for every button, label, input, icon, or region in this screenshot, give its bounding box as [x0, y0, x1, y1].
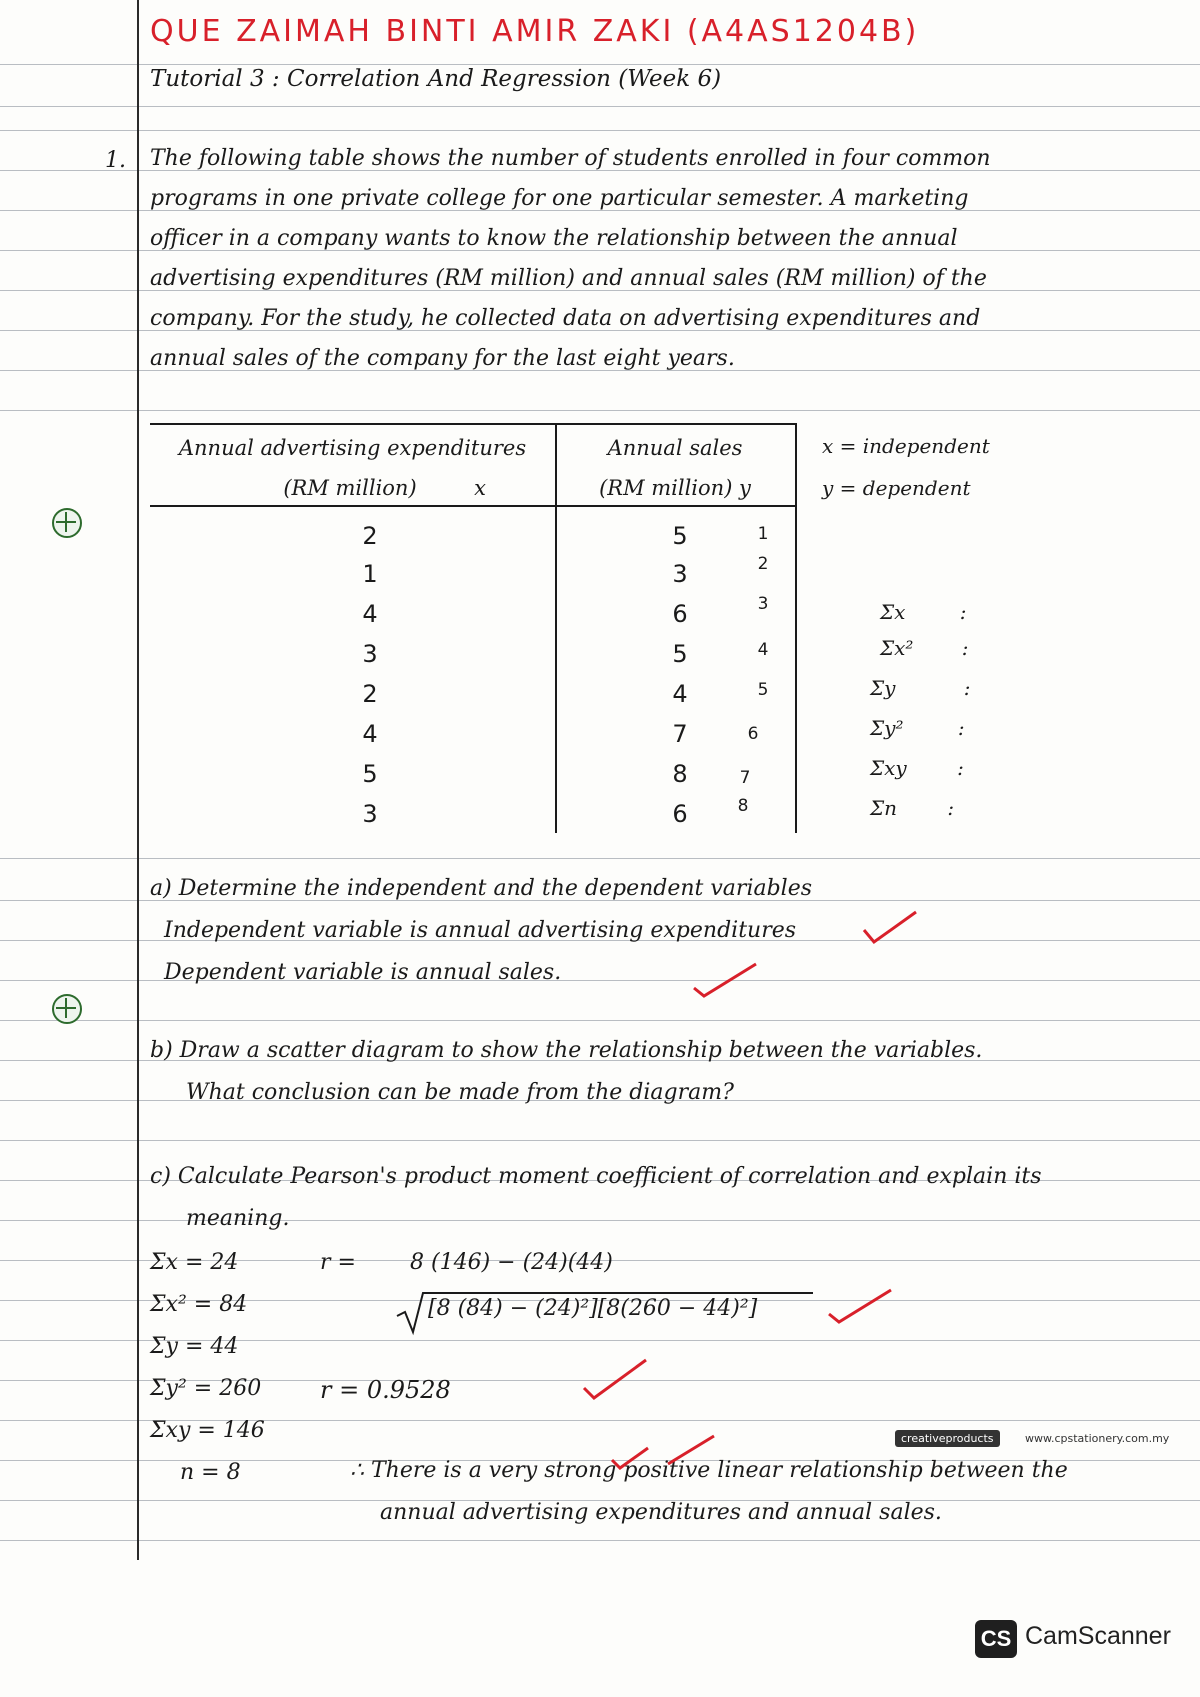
sum-label: Σx :: [880, 600, 967, 624]
sum-x: Σx = 24: [150, 1250, 239, 1275]
question-line: officer in a company wants to know the relationship between the annual: [150, 226, 958, 251]
check-mark-icon: [690, 960, 760, 1000]
sum-label: Σy :: [870, 676, 971, 700]
row-index: 8: [737, 796, 749, 816]
table-cell-y: 6: [672, 800, 688, 828]
check-mark-icon: [580, 1356, 650, 1402]
question-line: advertising expenditures (RM million) and annual sales (RM million) of the: [150, 266, 987, 291]
row-index: 3: [757, 594, 769, 614]
margin-line: [137, 0, 139, 1560]
table-cell-y: 5: [672, 640, 688, 668]
binder-hole-icon: [52, 508, 82, 538]
part-a-question: a) Determine the independent and the dependent variables: [150, 876, 813, 901]
table-cell-x: 1: [362, 560, 378, 588]
r-result: r = 0.9528: [320, 1376, 451, 1404]
col1-header: Annual advertising expenditures: [178, 436, 527, 460]
part-b-question: b) Draw a scatter diagram to show the relationship between the variables.: [150, 1038, 983, 1063]
sum-label: Σy² :: [870, 716, 965, 740]
row-index: 1: [757, 524, 769, 544]
part-c-question: c) Calculate Pearson's product moment coefficient of correlation and explain its: [150, 1164, 1042, 1189]
table-cell-y: 4: [672, 680, 688, 708]
row-index: 4: [757, 640, 769, 660]
part-b-question: What conclusion can be made from the diagram?: [186, 1080, 734, 1105]
check-mark-icon: [825, 1286, 895, 1326]
table-cell-x: 3: [362, 800, 378, 828]
row-index: 2: [757, 554, 769, 574]
row-index: 7: [739, 768, 751, 788]
check-mark-icon: [860, 908, 920, 948]
brand-logo: creativeproducts: [895, 1430, 1000, 1447]
part-a-answer: Dependent variable is annual sales.: [164, 960, 562, 985]
legend-y: y = dependent: [822, 476, 971, 500]
camscanner-logo-icon: CS: [975, 1620, 1017, 1658]
table-cell-y: 8: [672, 760, 688, 788]
brand-url: www.cpstationery.com.my: [1025, 1432, 1170, 1445]
question-number: 1.: [105, 148, 126, 173]
tutorial-title: Tutorial 3 : Correlation And Regression (Week 6): [150, 66, 722, 92]
check-mark-icon: [608, 1430, 718, 1470]
question-line: The following table shows the number of students enrolled in four common: [150, 146, 991, 171]
r-label: r =: [320, 1250, 356, 1275]
question-line: annual sales of the company for the last eight years.: [150, 346, 735, 371]
table-cell-x: 4: [362, 600, 378, 628]
question-line: programs in one private college for one particular semester. A marketing: [150, 186, 969, 211]
sum-y: Σy = 44: [150, 1334, 239, 1359]
col1-var: x: [474, 476, 486, 500]
table-cell-x: 2: [362, 522, 378, 550]
table-cell-y: 3: [672, 560, 688, 588]
n-value: n = 8: [180, 1460, 241, 1485]
table-cell-x: 4: [362, 720, 378, 748]
table-cell-y: 5: [672, 522, 688, 550]
sum-x2: Σx² = 84: [150, 1292, 248, 1317]
sum-xy: Σxy = 146: [150, 1418, 265, 1443]
binder-hole-icon: [52, 994, 82, 1024]
table-cell-x: 5: [362, 760, 378, 788]
question-line: company. For the study, he collected data on advertising expenditures and: [150, 306, 981, 331]
table-cell-x: 3: [362, 640, 378, 668]
student-name: QUE ZAIMAH BINTI AMIR ZAKI (A4AS1204B): [150, 14, 920, 49]
row-index: 6: [747, 724, 759, 744]
col2-header: Annual sales: [607, 436, 743, 460]
table-cell-x: 2: [362, 680, 378, 708]
camscanner-label: CamScanner: [1025, 1622, 1171, 1650]
formula-numerator: 8 (146) − (24)(44): [410, 1250, 613, 1275]
col2-unit: (RM million) y: [599, 476, 751, 500]
conclusion: annual advertising expenditures and annual sales.: [380, 1500, 942, 1525]
sum-y2: Σy² = 260: [150, 1376, 262, 1401]
table-cell-y: 7: [672, 720, 688, 748]
legend-x: x = independent: [822, 434, 990, 458]
sum-label: Σx² :: [880, 636, 969, 660]
col1-unit: (RM million): [283, 476, 417, 500]
sum-label: Σn :: [870, 796, 955, 820]
conclusion: ∴ There is a very strong positive linear relationship between the: [350, 1458, 1068, 1483]
row-index: 5: [757, 680, 769, 700]
part-c-question: meaning.: [186, 1206, 290, 1231]
part-a-answer: Independent variable is annual advertising expenditures: [164, 918, 797, 943]
table-cell-y: 6: [672, 600, 688, 628]
sum-label: Σxy :: [870, 756, 964, 780]
formula-denominator: [8 (84) − (24)²][8(260 − 44)²]: [428, 1296, 758, 1321]
